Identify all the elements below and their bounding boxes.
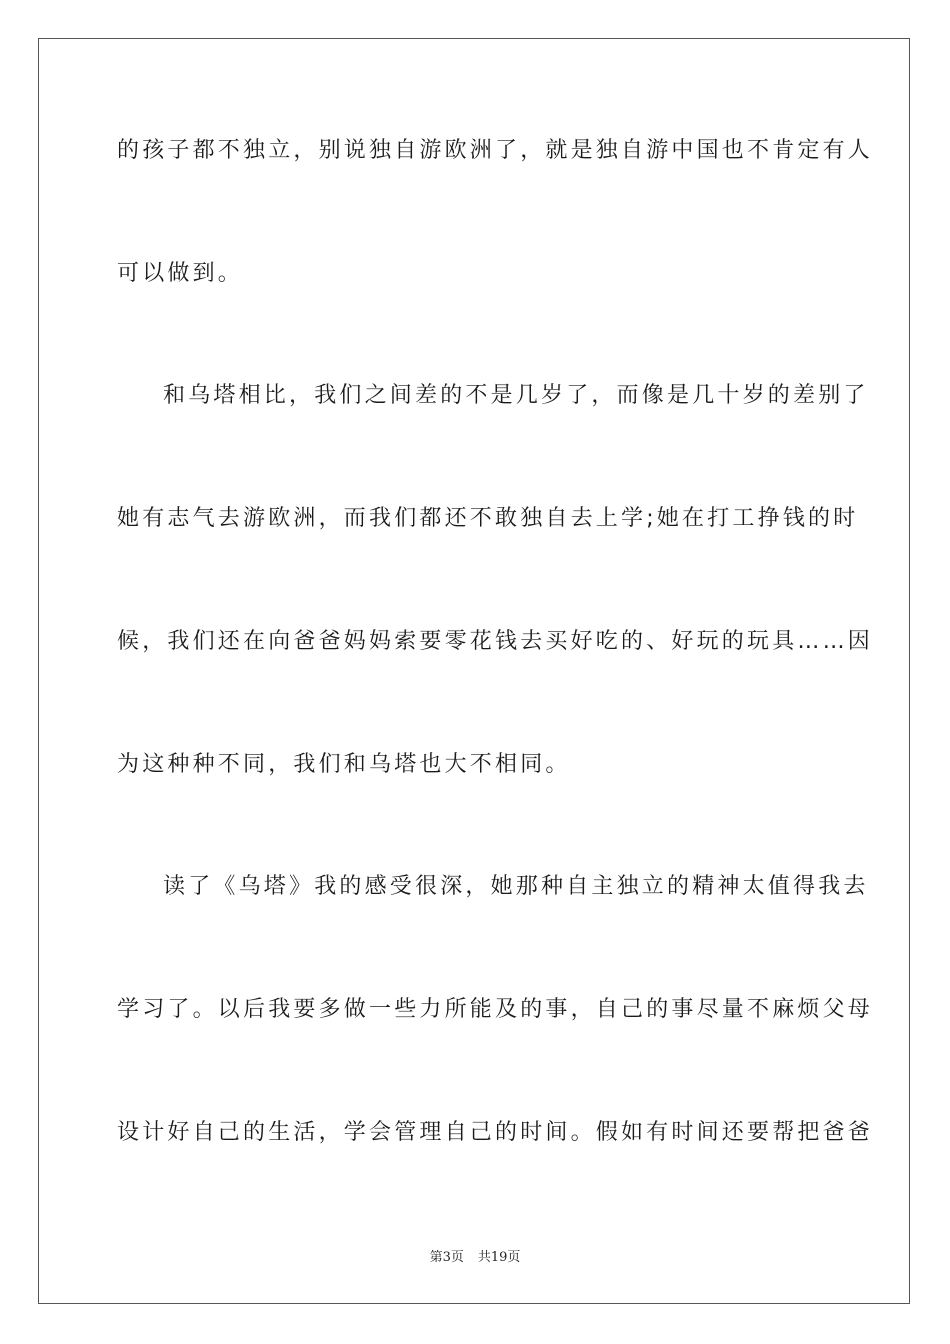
text-line: 为这种种不同，我们和乌塔也大不相同。 (117, 752, 571, 777)
text-line: 可以做到。 (117, 261, 244, 286)
paragraph-start-line: 读了《乌塔》我的感受很深，她那种自主独立的精神太值得我去 (163, 874, 869, 899)
text-line: 她有志气去游欧洲，而我们都还不敢独自去上学;她在打工挣钱的时 (117, 506, 859, 531)
page-border (38, 38, 910, 1304)
page-total: 共19页 (477, 1250, 521, 1265)
text-line: 学习了。以后我要多做一些力所能及的事，自己的事尽量不麻烦父母 (117, 997, 874, 1022)
page-number: 第3页 (429, 1250, 464, 1265)
text-line: 的孩子都不独立，别说独自游欧洲了，就是独自游中国也不肯定有人 (117, 138, 874, 163)
text-line: 设计好自己的生活，学会管理自己的时间。假如有时间还要帮把爸爸 (117, 1120, 874, 1145)
text-line: 候，我们还在向爸爸妈妈索要零花钱去买好吃的、好玩的玩具……因 (117, 629, 874, 654)
page-footer (0, 1249, 950, 1267)
paragraph-start-line: 和乌塔相比，我们之间差的不是几岁了，而像是几十岁的差别了 (163, 383, 869, 408)
